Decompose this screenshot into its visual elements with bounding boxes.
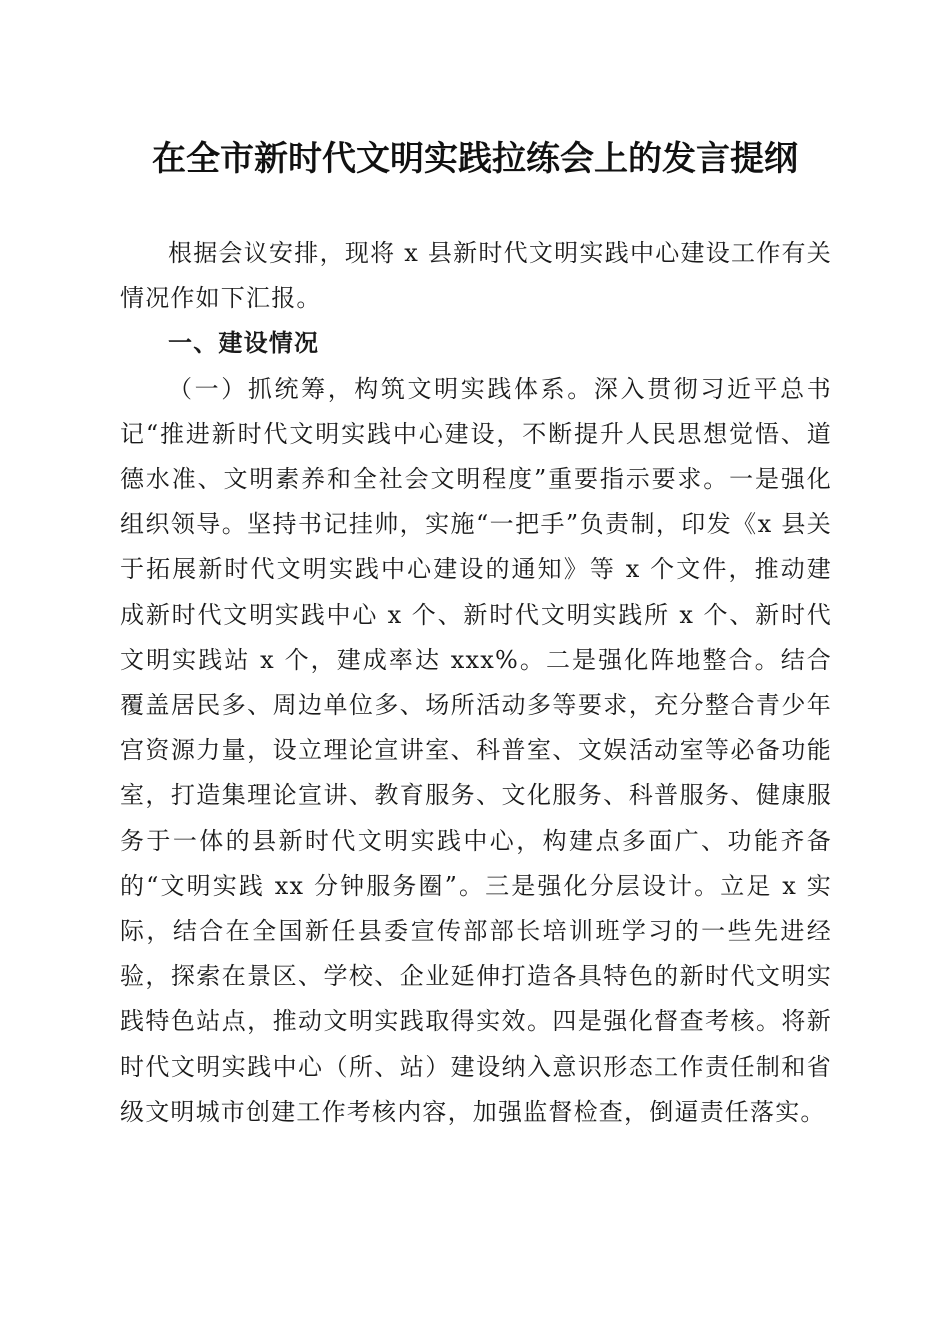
- intro-paragraph: 根据会议安排，现将 x 县新时代文明实践中心建设工作有关情况作如下汇报。: [120, 239, 832, 313]
- subsection-paragraph: [120, 367, 832, 1135]
- document-body: [120, 231, 832, 1135]
- subsection-heading: （一）抓统筹，构筑文明实践体系。: [168, 374, 594, 403]
- document-title: 在全市新时代文明实践拉练会上的发言提纲: [152, 139, 798, 179]
- subsection-body: 深入贯彻习近平总书记“推进新时代文明实践中心建设，不断提升人民思想觉悟、道德水准、文明素养和全社会文明程度”重要指示要求。一是强化组织领导。坚持书记挂帅，实施“一把手”负责制，印发《x 县关于拓展新时代文明实践中心建设的通知》等 x 个文件，推动建成新时代文明实践中心 x 个、新时代文明实践所 x 个、新时代文明实践站 x 个，建成率达 xxx%。二是强化阵地整合。结合覆盖居民多、周边单位多、场所活动多等要求，充分整合青少年宫资源力量，设立理论宣讲室、科普室、文娱活动室等必备功能室，打造集理论宣讲、教育服务、文化服务、科普服务、健康服务于一体的县新时代文明实践中心，构建点多面广、功能齐备的“文明实践 xx 分钟服务圈”。三是强化分层设计。立足 x 实际，结合在全国新任县委宣传部部长培训班学习的一些先进经验，探索在景区、学校、企业延伸打造各具特色的新时代文明实践特色站点，推动文明实践取得实效。四是强化督查考核。将新时代文明实践中心（所、站）建设纳入意识形态工作责任制和省级文明城市创建工作考核内容，加强监督检查，倒逼责任落实。: [120, 374, 832, 1126]
- section-heading: 一、建设情况: [168, 329, 320, 358]
